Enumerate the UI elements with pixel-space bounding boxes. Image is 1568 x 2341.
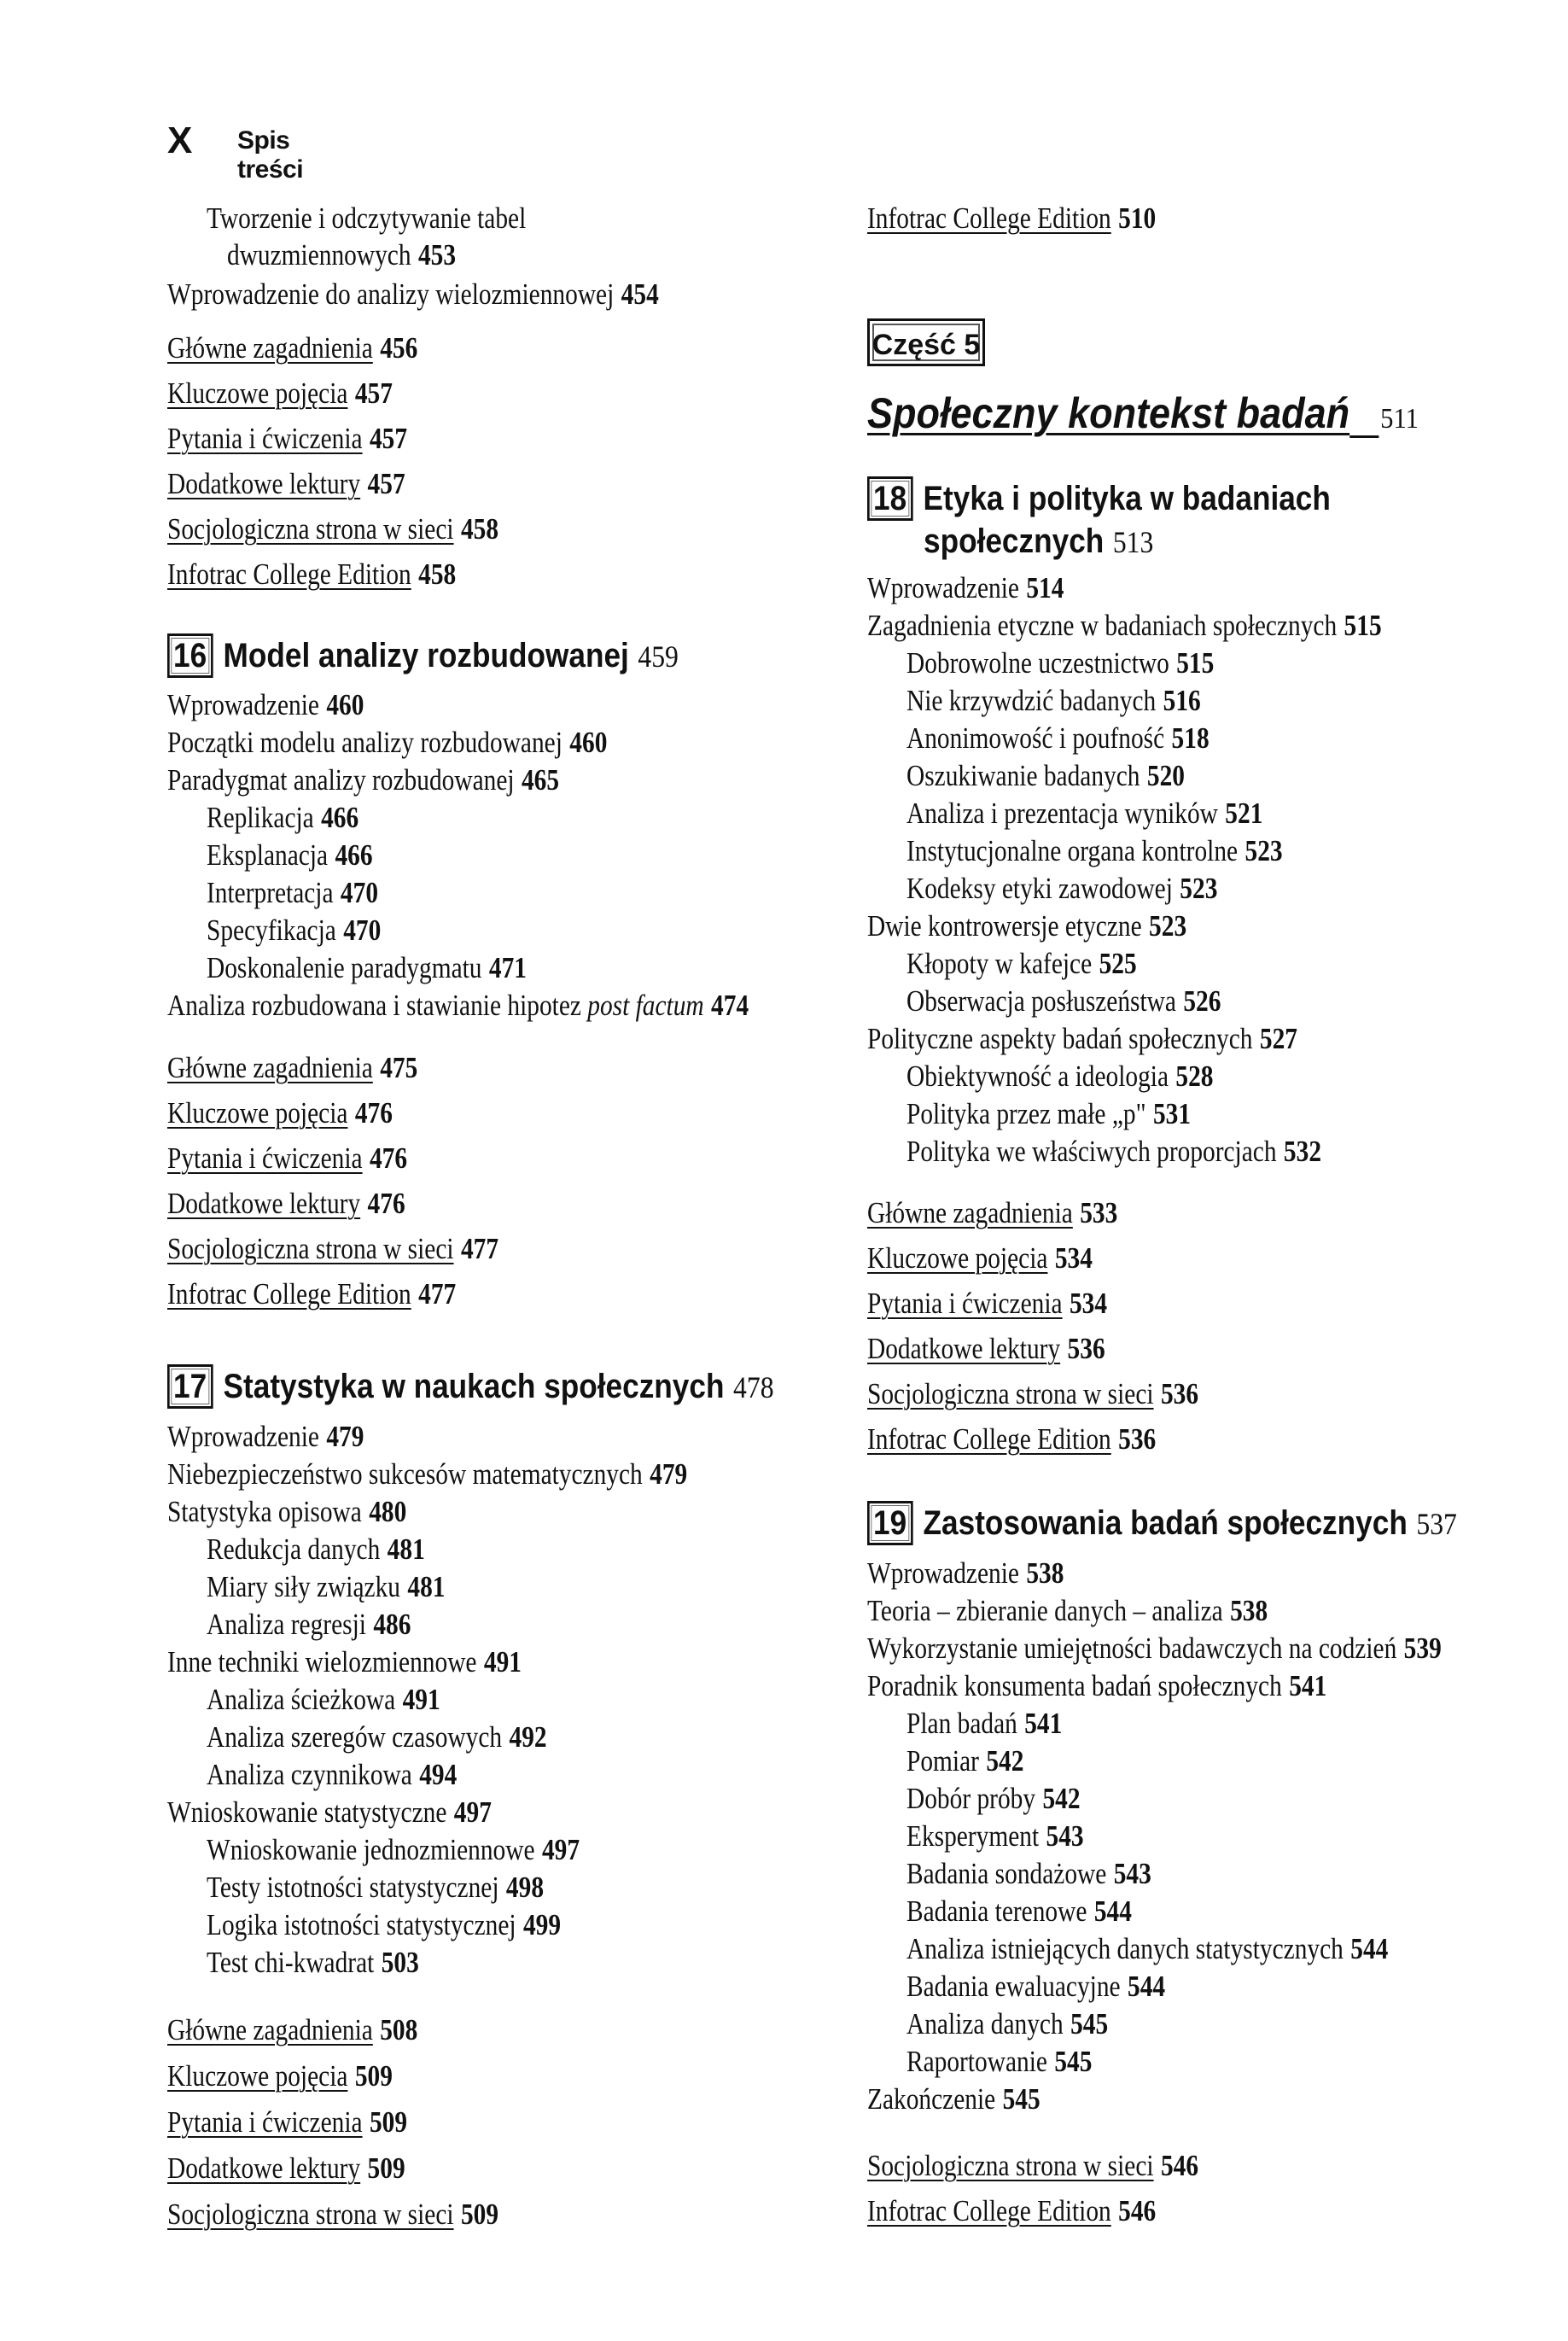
toc-entry: Wprowadzenie 538: [867, 1556, 1064, 1590]
toc-link[interactable]: Dodatkowe lektury 476: [167, 1187, 405, 1220]
chapter-number-box: 19: [867, 1501, 912, 1545]
toc-entry: Wprowadzenie 479: [167, 1420, 364, 1453]
toc-entry: Tworzenie i odczytywanie tabel: [207, 201, 527, 235]
chapter-number-box: 18: [867, 476, 912, 521]
toc-entry: Polityka we właściwych proporcjach 532: [906, 1135, 1322, 1168]
toc-entry: Paradygmat analizy rozbudowanej 465: [167, 763, 560, 797]
chapter-number-box: 16: [167, 633, 213, 678]
toc-entry: Wykorzystanie umiejętności badawczych na codzień 539: [867, 1632, 1442, 1665]
toc-link[interactable]: Socjologiczna strona w sieci 536: [867, 1377, 1199, 1410]
toc-link[interactable]: Socjologiczna strona w sieci 546: [867, 2149, 1199, 2182]
toc-entry: Polityczne aspekty badań społecznych 527: [867, 1022, 1297, 1055]
toc-entry: Replikacja 466: [207, 801, 359, 834]
toc-entry: Dwie kontrowersje etyczne 523: [867, 909, 1187, 943]
toc-entry: Analiza rozbudowana i stawianie hipotez post factum 474: [167, 989, 749, 1022]
toc-link[interactable]: Kluczowe pojęcia 534: [867, 1241, 1093, 1275]
toc-entry: Test chi-kwadrat 503: [207, 1946, 419, 1979]
toc-link[interactable]: Socjologiczna strona w sieci 509: [167, 2198, 499, 2231]
toc-link[interactable]: Pytania i ćwiczenia 509: [167, 2105, 408, 2139]
toc-entry: Pomiar 542: [906, 1744, 1024, 1778]
toc-entry: Specyfikacja 470: [207, 914, 382, 947]
toc-entry: Badania terenowe 544: [906, 1894, 1132, 1928]
toc-entry: Analiza i prezentacja wyników 521: [906, 797, 1263, 830]
chapter-18-heading[interactable]: 18 Etyka i polityka w badaniach: [867, 475, 1331, 522]
toc-entry: Kłopoty w kafejce 525: [906, 947, 1137, 980]
toc-entry: Logika istotności statystycznej 499: [207, 1908, 562, 1941]
running-title: Spis treści: [237, 126, 304, 184]
toc-entry: Testy istotności statystycznej 498: [207, 1871, 545, 1904]
toc-entry: Doskonalenie paradygmatu 471: [207, 951, 527, 984]
toc-link[interactable]: Dodatkowe lektury 509: [167, 2151, 405, 2185]
toc-link[interactable]: Kluczowe pojęcia 457: [167, 377, 393, 410]
chapter-16-heading[interactable]: 16 Model analizy rozbudowanej 459: [167, 632, 679, 680]
toc-link[interactable]: Główne zagadnienia 508: [167, 2013, 418, 2046]
toc-entry: Plan badań 541: [906, 1707, 1063, 1740]
toc-entry: Statystyka opisowa 480: [167, 1495, 407, 1528]
toc-link[interactable]: Dodatkowe lektury 536: [867, 1332, 1105, 1365]
toc-entry: Redukcja danych 481: [207, 1532, 425, 1566]
toc-link[interactable]: Infotrac College Edition 536: [867, 1422, 1157, 1456]
toc-link[interactable]: Główne zagadnienia 475: [167, 1051, 418, 1084]
toc-entry: Eksplanacja 466: [207, 838, 373, 872]
toc-entry: Interpretacja 470: [207, 876, 379, 909]
chapter-19-heading[interactable]: 19 Zastosowania badań społecznych 537: [867, 1499, 1457, 1547]
toc-entry: Polityka przez małe „p" 531: [906, 1097, 1192, 1130]
toc-entry: Zakończenie 545: [867, 2082, 1040, 2116]
toc-link[interactable]: Pytania i ćwiczenia 457: [167, 422, 408, 455]
toc-link[interactable]: Kluczowe pojęcia 509: [167, 2059, 393, 2093]
toc-entry: Instytucjonalne organa kontrolne 523: [906, 834, 1283, 867]
chapter-18-heading-cont[interactable]: społecznych 513: [924, 522, 1154, 560]
toc-link[interactable]: Infotrac College Edition 546: [867, 2194, 1157, 2227]
toc-entry: Obserwacja posłuszeństwa 526: [906, 984, 1221, 1018]
toc-link[interactable]: Pytania i ćwiczenia 476: [167, 1141, 408, 1175]
toc-entry: Badania ewaluacyjne 544: [906, 1970, 1166, 2003]
toc-entry: Analiza czynnikowa 494: [207, 1758, 458, 1791]
toc-link[interactable]: Główne zagadnienia 456: [167, 331, 418, 365]
toc-entry: Anonimowość i poufność 518: [906, 721, 1210, 755]
toc-entry: Badania sondażowe 543: [906, 1857, 1151, 1890]
toc-entry: Wnioskowanie statystyczne 497: [167, 1795, 492, 1829]
chapter-number-box: 17: [167, 1364, 213, 1409]
toc-entry: Miary siły związku 481: [207, 1570, 446, 1603]
toc-entry: Nie krzywdzić badanych 516: [906, 684, 1201, 717]
toc-entry: Wprowadzenie do analizy wielozmiennowej 454: [167, 277, 659, 311]
toc-entry: Wprowadzenie 514: [867, 571, 1064, 604]
toc-entry: Dobór próby 542: [906, 1782, 1081, 1815]
toc-entry: Analiza istniejących danych statystycznych 544: [906, 1932, 1389, 1965]
toc-entry: Wnioskowanie jednozmiennowe 497: [207, 1833, 580, 1866]
part-title[interactable]: Społeczny kontekst badań 511: [867, 389, 1419, 437]
toc-entry: Kodeksy etyki zawodowej 523: [906, 872, 1218, 905]
toc-entry: Analiza danych 545: [906, 2007, 1109, 2040]
toc-entry: dwuzmiennowych 453: [227, 238, 457, 271]
toc-entry: Analiza ścieżkowa 491: [207, 1683, 440, 1716]
toc-entry: Analiza szeregów czasowych 492: [207, 1720, 547, 1754]
toc-link[interactable]: Socjologiczna strona w sieci 477: [167, 1232, 499, 1265]
toc-entry: Inne techniki wielozmiennowe 491: [167, 1645, 522, 1678]
toc-entry: Teoria – zbieranie danych – analiza 538: [867, 1594, 1268, 1627]
chapter-17-heading[interactable]: 17 Statystyka w naukach społecznych 478: [167, 1363, 774, 1410]
toc-link[interactable]: Infotrac College Edition 510: [867, 201, 1157, 235]
toc-entry: Analiza regresji 486: [207, 1608, 411, 1641]
toc-entry: Obiektywność a ideologia 528: [906, 1060, 1214, 1093]
toc-entry: Zagadnienia etyczne w badaniach społecznych 515: [867, 609, 1382, 642]
toc-link[interactable]: Infotrac College Edition 458: [167, 558, 457, 591]
toc-link[interactable]: Główne zagadnienia 533: [867, 1196, 1118, 1229]
toc-entry: Eksperyment 543: [906, 1819, 1084, 1853]
toc-entry: Raportowanie 545: [906, 2045, 1093, 2078]
toc-entry: Dobrowolne uczestnictwo 515: [906, 646, 1215, 680]
toc-link[interactable]: Dodatkowe lektury 457: [167, 467, 405, 500]
toc-link[interactable]: Kluczowe pojęcia 476: [167, 1096, 393, 1130]
part-label: Część 5: [867, 318, 985, 366]
toc-link[interactable]: Socjologiczna strona w sieci 458: [167, 512, 499, 546]
page-number: X: [167, 120, 193, 161]
toc-entry: Niebezpieczeństwo sukcesów matematycznych 479: [167, 1457, 688, 1491]
toc-link[interactable]: Infotrac College Edition 477: [167, 1277, 457, 1311]
leader-rule: [1349, 435, 1379, 438]
toc-entry: Oszukiwanie badanych 520: [906, 759, 1185, 792]
toc-link[interactable]: Pytania i ćwiczenia 534: [867, 1287, 1108, 1320]
toc-entry: Początki modelu analizy rozbudowanej 460: [167, 726, 608, 759]
toc-entry: Poradnik konsumenta badań społecznych 541: [867, 1669, 1327, 1702]
toc-entry: Wprowadzenie 460: [167, 688, 364, 721]
